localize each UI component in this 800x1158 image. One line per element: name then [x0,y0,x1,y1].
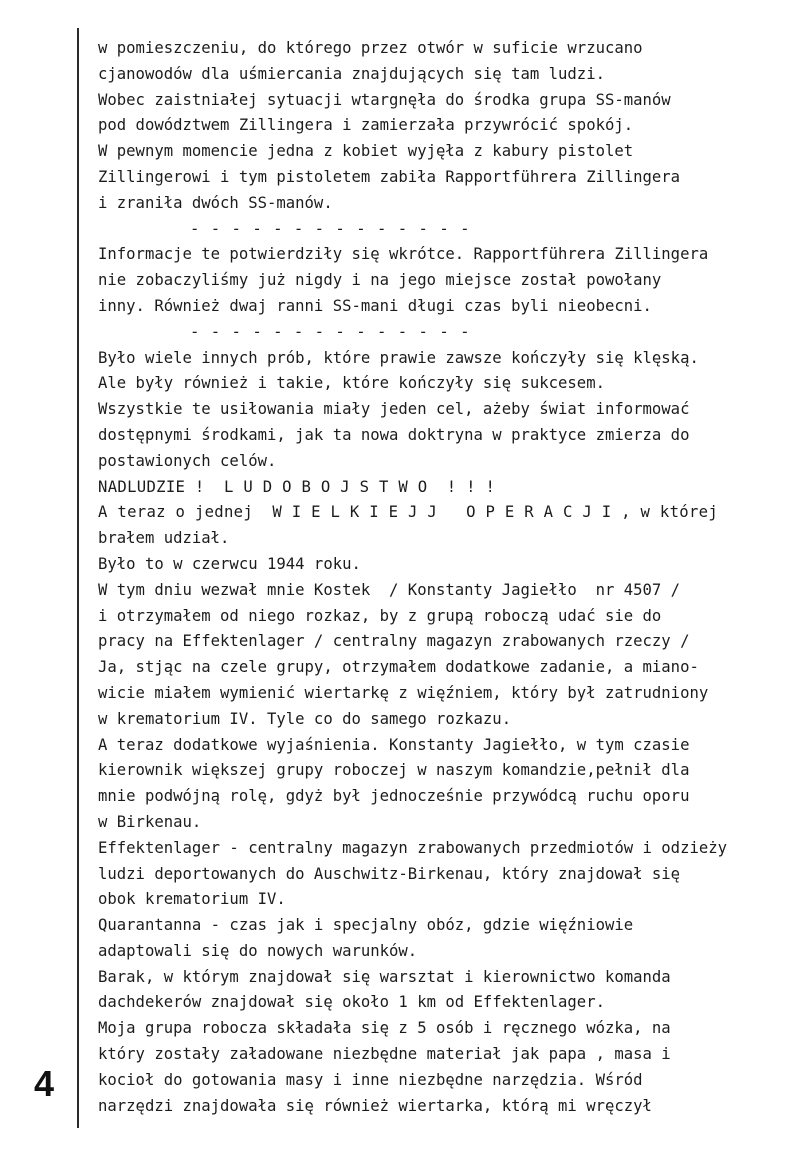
text-line: A teraz o jednej W I E L K I E J J O P E R A C J I , w której [98,503,719,522]
text-line: kocioł do gotowania masy i inne niezbędne narzędzia. Wśród [98,1070,643,1089]
text-line: Wszystkie te usiłowania miały jeden cel, ażeby świat informować [98,400,690,419]
text-line: Było wiele innych prób, które prawie zawsze kończyły się klęską. [98,348,699,367]
page-number: 4 [34,1063,55,1104]
text-line: w krematorium IV. Tyle co do samego rozkazu. [98,709,512,728]
text-line: nie zobaczyliśmy już nigdy i na jego miejsce został powołany [98,271,662,290]
text-line: mnie podwójną rolę, gdyż był jednocześnie przywódcą ruchu oporu [98,787,690,806]
text-line: kierownik większej grupy roboczej w naszym komandzie,pełnił dla [98,761,690,780]
text-line: Ale były również i takie, które kończyły się sukcesem. [98,374,605,393]
text-line: i otrzymałem od niego rozkaz, by z grupą roboczą udać sie do [98,606,662,625]
text-line: i zraniła dwóch SS-manów. [98,193,333,212]
text-line: W tym dniu wezwał mnie Kostek / Konstanty Jagiełło nr 4507 / [98,580,681,599]
typewritten-text-body [98,36,788,1119]
text-line: A teraz dodatkowe wyjaśnienia. Konstanty Jagiełło, w tym czasie [98,735,690,754]
text-line: Zillingerowi i tym pistoletem zabiła Rapportführera Zillingera [98,167,681,186]
text-line: Moja grupa robocza składała się z 5 osób i ręcznego wózka, na [98,1019,671,1038]
text-line: dostępnymi środkami, jak ta nowa doktryna w praktyce zmierza do [98,425,690,444]
text-line: pod dowództwem Zillingera i zamierzała przywrócić spokój. [98,116,634,135]
text-line: który zostały załadowane niezbędne materiał jak papa , masa i [98,1045,671,1064]
text-line: adaptowali się do nowych warunków. [98,941,418,960]
text-line: w Birkenau. [98,812,202,831]
text-line: Barak, w którym znajdował się warsztat i kierownictwo komanda [98,967,671,986]
text-line: pracy na Effektenlager / centralny magazyn zrabowanych rzeczy / [98,632,690,651]
dashed-separator: - - - - - - - - - - - - - - [190,322,471,341]
text-line: NADLUDZIE ! L U D O B O J S T W O ! ! ! [98,477,496,496]
text-line: brałem udział. [98,529,230,548]
text-line: dachdekerów znajdował się około 1 km od Effektenlager. [98,993,605,1012]
text-line: Effektenlager - centralny magazyn zrabowanych przedmiotów i odzieży [98,838,728,857]
text-line: w pomieszczeniu, do którego przez otwór w suficie wrzucano [98,39,643,57]
text-line: Było to w czerwcu 1944 roku. [98,554,361,573]
dashed-separator: - - - - - - - - - - - - - - [190,219,471,238]
margin-rule [77,28,79,1128]
text-line: inny. Również dwaj ranni SS-mani długi czas byli nieobecni. [98,296,652,315]
text-line: Wobec zaistniałej sytuacji wtargnęła do środka grupa SS-manów [98,90,671,109]
text-line: narzędzi znajdowała się również wiertarka, którą mi wręczył [98,1096,652,1115]
text-line: obok krematorium IV. [98,890,286,909]
text-line: cjanowodów dla uśmiercania znajdujących się tam ludzi. [98,64,605,83]
text-line: Ja, stjąc na czele grupy, otrzymałem dodatkowe zadanie, a miano- [98,658,699,677]
text-line: postawionych celów. [98,451,277,470]
text-line: ludzi deportowanych do Auschwitz-Birkenau, który znajdował się [98,864,681,883]
text-line: wicie miałem wymienić wiertarkę z więźniem, który był zatrudniony [98,683,709,702]
text-line: Quarantanna - czas jak i specjalny obóz, gdzie więźniowie [98,916,634,935]
text-line: Informacje te potwierdziły się wkrótce. Rapportführera Zillingera [98,245,709,264]
text-line: W pewnym momencie jedna z kobiet wyjęła z kabury pistolet [98,142,634,161]
